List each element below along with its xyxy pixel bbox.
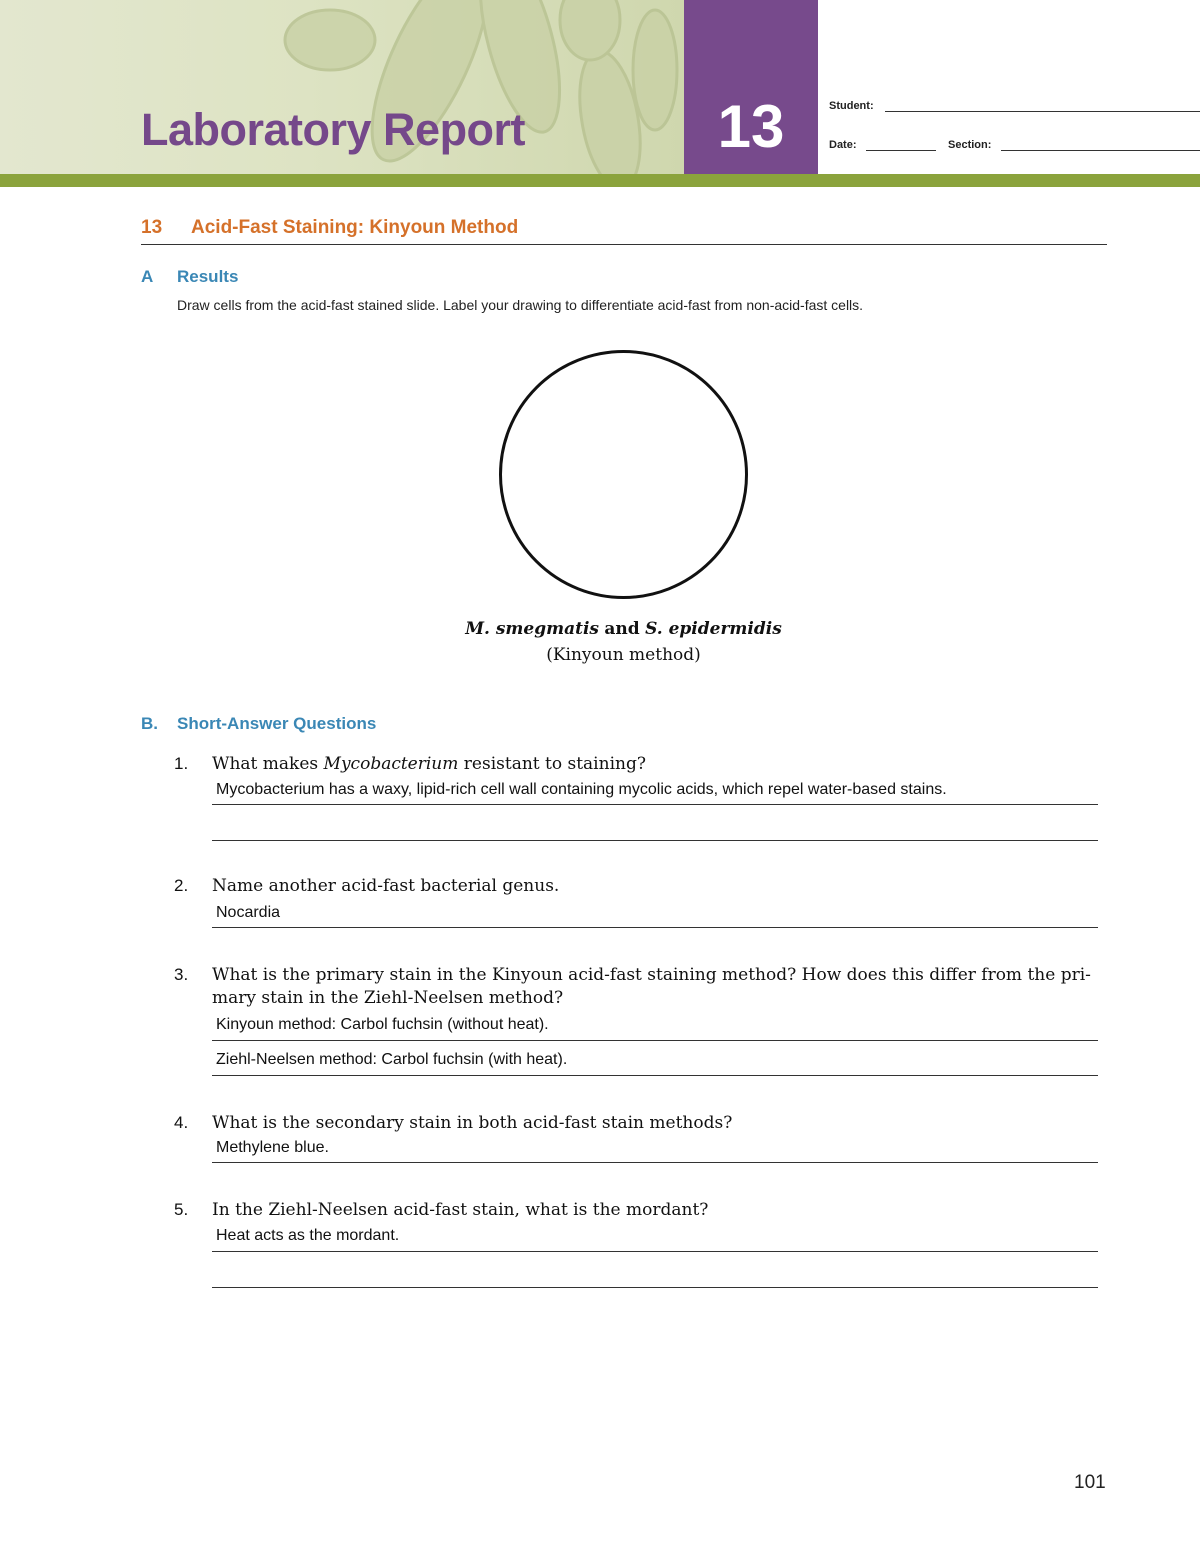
results-heading	[141, 267, 238, 287]
question-5-text: In the Ziehl-Neelsen acid-fast stain, what is the mordant?	[212, 1200, 709, 1220]
question-1-text-end: resistant to staining?	[463, 754, 646, 774]
question-2-text: Name another acid-fast bacterial genus.	[212, 876, 560, 896]
question-4-text: What is the secondary stain in both acid-fast stain methods?	[212, 1113, 733, 1133]
question-1-number: 1.	[174, 754, 189, 773]
section-label: Section:	[948, 139, 992, 151]
caption-method: (Kinyoun method)	[546, 645, 701, 665]
header-banner	[0, 0, 684, 174]
answer-1-line-1[interactable]: Mycobacterium has a waxy, lipid-rich cell wall containing mycolic acids, which repel water-based stains.	[216, 781, 947, 798]
answer-1-rule-2[interactable]	[212, 840, 1098, 841]
report-title: Laboratory Report	[141, 104, 526, 155]
date-label: Date:	[829, 139, 857, 151]
page-number: 101	[1074, 1472, 1106, 1493]
results-letter: A	[141, 267, 154, 286]
section-field[interactable]	[1001, 150, 1200, 151]
student-label: Student:	[829, 100, 874, 112]
drawing-circle[interactable]	[499, 350, 748, 599]
exercise-number: 13	[141, 217, 163, 238]
caption-organism-1: M. smegmatis	[465, 619, 600, 639]
caption-and: and	[604, 619, 640, 639]
answer-3-rule-2	[212, 1075, 1098, 1076]
questions-heading	[141, 714, 376, 734]
chapter-number-box	[684, 0, 818, 187]
question-3-number: 3.	[174, 965, 189, 984]
answer-5-line-1[interactable]: Heat acts as the mordant.	[216, 1227, 400, 1244]
date-field[interactable]	[866, 150, 936, 151]
results-heading-text: Results	[177, 267, 239, 286]
question-3-line-1: What is the primary stain in the Kinyoun acid-fast staining method? How does this differ from the pri-	[212, 965, 1091, 985]
answer-3-rule-1	[212, 1040, 1098, 1041]
student-field[interactable]	[885, 111, 1200, 112]
question-1-text	[212, 753, 1107, 775]
answer-2-rule-1	[212, 927, 1098, 928]
question-1-text-start: What makes	[212, 754, 319, 774]
answer-2-line-1[interactable]: Nocardia	[216, 904, 281, 921]
header-divider-bar	[0, 174, 1200, 187]
question-4-number: 4.	[174, 1113, 189, 1132]
exercise-name: Acid-Fast Staining: Kinyoun Method	[191, 217, 519, 238]
answer-3-line-2[interactable]: Ziehl-Neelsen method: Carbol fuchsin (with heat).	[216, 1051, 568, 1068]
questions-heading-text: Short-Answer Questions	[177, 714, 377, 733]
exercise-title	[141, 217, 518, 239]
results-instructions: Draw cells from the acid-fast stained slide. Label your drawing to differentiate acid-fast from non-acid-fast cells.	[177, 297, 864, 313]
chapter-number: 13	[717, 93, 785, 160]
drawing-caption	[400, 619, 847, 639]
answer-1-rule-1	[212, 804, 1098, 805]
question-1-genus: Mycobacterium	[323, 754, 459, 774]
questions-letter: B.	[141, 714, 158, 733]
question-5-number: 5.	[174, 1200, 189, 1219]
answer-4-line-1[interactable]: Methylene blue.	[216, 1139, 329, 1156]
title-rule	[141, 244, 1107, 245]
answer-3-line-1[interactable]: Kinyoun method: Carbol fuchsin (without heat).	[216, 1016, 549, 1033]
question-2-number: 2.	[174, 876, 189, 895]
caption-organism-2: S. epidermidis	[645, 619, 782, 639]
answer-5-rule-1	[212, 1251, 1098, 1252]
answer-4-rule-1	[212, 1162, 1098, 1163]
question-3-line-2: mary stain in the Ziehl-Neelsen method?	[212, 988, 564, 1008]
answer-5-rule-2[interactable]	[212, 1287, 1098, 1288]
